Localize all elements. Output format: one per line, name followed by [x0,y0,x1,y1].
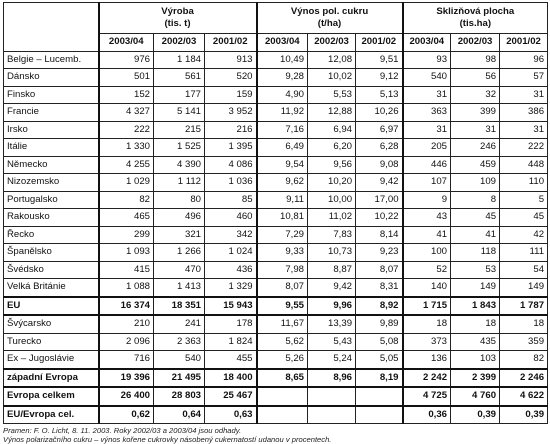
data-cell: 10,20 [308,174,356,192]
data-cell: 4 327 [99,104,154,122]
data-cell: 9,11 [257,191,308,209]
data-cell [356,406,403,424]
data-cell: 446 [403,156,451,174]
data-cell: 12,08 [308,51,356,69]
data-cell: 110 [500,174,548,192]
data-cell: 540 [403,69,451,87]
table-row [4,156,548,174]
data-cell: 45 [451,209,500,227]
data-cell: 1 024 [205,244,257,262]
data-cell: 17,00 [356,191,403,209]
data-cell: 222 [500,139,548,157]
data-cell: 460 [205,209,257,227]
data-cell: 96 [500,51,548,69]
data-cell: 359 [500,333,548,351]
table-row [4,315,548,333]
data-cell: 465 [99,209,154,227]
table-row [4,406,548,424]
data-cell: 82 [500,351,548,369]
data-cell: 1 715 [403,297,451,316]
header-group-row [4,3,548,34]
data-cell: 5,53 [308,86,356,104]
table-row [4,261,548,279]
table-row [4,333,548,351]
data-cell: 4 086 [205,156,257,174]
data-cell: 241 [154,315,205,333]
data-cell: 26 400 [99,387,154,406]
data-cell: 80 [154,191,205,209]
data-cell [308,387,356,406]
row-label: západní Evropa [4,369,99,388]
data-cell: 1 843 [451,297,500,316]
data-cell: 2 242 [403,369,451,388]
data-cell: 5,13 [356,86,403,104]
data-cell: 373 [403,333,451,351]
data-cell: 4 760 [451,387,500,406]
data-cell: 149 [451,279,500,297]
data-cell: 1 184 [154,51,205,69]
data-cell: 210 [99,315,154,333]
data-cell: 448 [500,156,548,174]
data-cell: 18 [403,315,451,333]
data-cell: 10,73 [308,244,356,262]
data-cell: 56 [451,69,500,87]
table-row [4,191,548,209]
data-cell: 136 [403,351,451,369]
data-cell: 1 266 [154,244,205,262]
data-cell: 0,63 [205,406,257,424]
data-cell: 9,28 [257,69,308,87]
data-cell: 31 [403,121,451,139]
table-row [4,226,548,244]
data-cell: 415 [99,261,154,279]
data-cell: 6,49 [257,139,308,157]
data-cell: 100 [403,244,451,262]
data-cell: 1 525 [154,139,205,157]
data-cell: 1 824 [205,333,257,351]
data-cell: 0,64 [154,406,205,424]
data-cell: 215 [154,121,205,139]
table-row [4,387,548,406]
data-cell: 11,92 [257,104,308,122]
year-header: 2002/03 [154,34,205,52]
data-cell: 9,55 [257,297,308,316]
year-header: 2001/02 [205,34,257,52]
data-cell: 10,49 [257,51,308,69]
row-label: EU/Evropa cel. [4,406,99,424]
data-cell: 10,81 [257,209,308,227]
data-cell: 140 [403,279,451,297]
data-cell: 54 [500,261,548,279]
data-cell: 6,94 [308,121,356,139]
row-label: Itálie [4,139,99,157]
data-cell: 436 [205,261,257,279]
data-cell: 9,42 [356,174,403,192]
data-cell: 386 [500,104,548,122]
data-cell [356,387,403,406]
data-cell: 10,26 [356,104,403,122]
data-cell: 9,51 [356,51,403,69]
data-cell: 5,05 [356,351,403,369]
row-label: Dánsko [4,69,99,87]
data-cell: 8,87 [308,261,356,279]
table-row [4,279,548,297]
data-cell: 5,24 [308,351,356,369]
data-cell: 8,31 [356,279,403,297]
data-cell: 299 [99,226,154,244]
data-cell: 18 [500,315,548,333]
data-cell: 152 [99,86,154,104]
row-label: Španělsko [4,244,99,262]
data-cell: 52 [403,261,451,279]
data-table-container [3,2,547,444]
sugar-statistics-table [3,2,548,424]
header-group-area [403,3,548,34]
data-cell: 216 [205,121,257,139]
row-label: Evropa celkem [4,387,99,406]
data-cell: 1 787 [500,297,548,316]
data-cell: 496 [154,209,205,227]
data-cell: 1 029 [99,174,154,192]
table-row [4,369,548,388]
data-cell: 178 [205,315,257,333]
data-cell: 1 088 [99,279,154,297]
data-cell: 45 [500,209,548,227]
data-cell: 4 390 [154,156,205,174]
data-cell: 8,65 [257,369,308,388]
data-cell: 4 725 [403,387,451,406]
data-cell: 8,92 [356,297,403,316]
row-label: Turecko [4,333,99,351]
group-name: Výnos pol. cukru [290,6,369,17]
data-cell: 5,26 [257,351,308,369]
data-cell: 9 [403,191,451,209]
year-header: 2003/04 [99,34,154,52]
row-label: Portugalsko [4,191,99,209]
data-cell: 18 [451,315,500,333]
data-cell: 7,16 [257,121,308,139]
header-group-production [99,3,257,34]
data-cell: 501 [99,69,154,87]
data-cell: 10,22 [356,209,403,227]
group-unit: (t/ha) [317,18,342,29]
data-cell [308,406,356,424]
data-cell: 4,90 [257,86,308,104]
table-body [4,51,548,424]
header-group-yield [257,3,403,34]
data-cell: 25 467 [205,387,257,406]
year-header: 2002/03 [308,34,356,52]
year-header: 2003/04 [257,34,308,52]
data-cell: 205 [403,139,451,157]
data-cell: 399 [451,104,500,122]
row-label: Švýcarsko [4,315,99,333]
table-row [4,69,548,87]
data-cell: 2 363 [154,333,205,351]
header-corner [4,3,99,52]
data-cell: 459 [451,156,500,174]
data-cell: 222 [99,121,154,139]
data-cell: 540 [154,351,205,369]
data-cell: 98 [451,51,500,69]
row-label: Irsko [4,121,99,139]
data-cell: 19 396 [99,369,154,388]
data-cell: 53 [451,261,500,279]
data-cell: 11,02 [308,209,356,227]
data-cell: 8,07 [257,279,308,297]
source-note: Pramen: F. O. Licht, 8. 11. 2003. Roky 2002/03 a 2003/04 jsou odhady. [3,426,242,435]
data-cell: 21 495 [154,369,205,388]
data-cell: 6,20 [308,139,356,157]
data-cell: 31 [500,121,548,139]
data-cell: 9,12 [356,69,403,87]
data-cell: 342 [205,226,257,244]
data-cell: 31 [500,86,548,104]
group-unit: (tis.ha) [459,18,492,29]
row-label: Ex – Jugoslávie [4,351,99,369]
data-cell: 2 096 [99,333,154,351]
data-cell: 9,23 [356,244,403,262]
data-cell: 5 [500,191,548,209]
data-cell: 1 395 [205,139,257,157]
data-cell: 41 [451,226,500,244]
data-cell: 5 141 [154,104,205,122]
table-row [4,121,548,139]
data-cell: 2 399 [451,369,500,388]
data-cell: 7,98 [257,261,308,279]
data-cell: 363 [403,104,451,122]
data-cell: 10,02 [308,69,356,87]
data-cell: 0,36 [403,406,451,424]
year-header: 2003/04 [403,34,451,52]
row-label: Velká Británie [4,279,99,297]
data-cell: 109 [451,174,500,192]
data-cell: 8,14 [356,226,403,244]
data-cell: 82 [99,191,154,209]
row-label: Belgie – Lucemb. [4,51,99,69]
data-cell: 8,96 [308,369,356,388]
data-cell: 1 413 [154,279,205,297]
data-cell: 9,33 [257,244,308,262]
table-row [4,51,548,69]
group-name: Výroba [161,6,194,17]
data-cell: 8 [451,191,500,209]
data-cell: 118 [451,244,500,262]
data-cell: 10,00 [308,191,356,209]
row-label: Francie [4,104,99,122]
data-cell: 9,08 [356,156,403,174]
data-cell: 1 330 [99,139,154,157]
data-cell: 520 [205,69,257,87]
data-cell: 0,39 [500,406,548,424]
data-cell: 913 [205,51,257,69]
data-cell: 57 [500,69,548,87]
data-cell: 976 [99,51,154,69]
data-cell: 6,97 [356,121,403,139]
data-cell: 1 036 [205,174,257,192]
data-cell: 177 [154,86,205,104]
data-cell: 32 [451,86,500,104]
data-cell: 561 [154,69,205,87]
row-label: Nizozemsko [4,174,99,192]
data-cell: 8,07 [356,261,403,279]
table-row [4,139,548,157]
data-cell: 11,67 [257,315,308,333]
data-cell: 6,28 [356,139,403,157]
year-header: 2001/02 [356,34,403,52]
data-cell: 13,39 [308,315,356,333]
data-cell: 1 112 [154,174,205,192]
table-row [4,351,548,369]
data-cell: 9,56 [308,156,356,174]
data-cell: 5,43 [308,333,356,351]
data-cell: 111 [500,244,548,262]
data-cell: 2 246 [500,369,548,388]
group-unit: (tis. t) [164,18,191,29]
table-footer [3,426,547,444]
year-header: 2001/02 [500,34,548,52]
data-cell: 1 329 [205,279,257,297]
data-cell: 85 [205,191,257,209]
data-cell: 18 400 [205,369,257,388]
data-cell: 159 [205,86,257,104]
data-cell: 4 622 [500,387,548,406]
data-cell: 246 [451,139,500,157]
data-cell: 103 [451,351,500,369]
data-cell: 3 952 [205,104,257,122]
data-cell: 0,62 [99,406,154,424]
data-cell: 41 [403,226,451,244]
year-header: 2002/03 [451,34,500,52]
data-cell: 7,83 [308,226,356,244]
data-cell: 9,89 [356,315,403,333]
data-cell: 435 [451,333,500,351]
data-cell: 5,62 [257,333,308,351]
data-cell [257,387,308,406]
data-cell: 4 255 [99,156,154,174]
table-row [4,174,548,192]
data-cell: 15 943 [205,297,257,316]
row-label: Švédsko [4,261,99,279]
data-cell: 107 [403,174,451,192]
data-cell: 42 [500,226,548,244]
row-label: Řecko [4,226,99,244]
data-cell: 9,54 [257,156,308,174]
data-cell: 9,62 [257,174,308,192]
data-cell: 93 [403,51,451,69]
data-cell: 8,19 [356,369,403,388]
yield-definition-note: Výnos polarizačního cukru – výnos kořene cukrovky násobený cukernatostí udanou v procentech. [3,435,332,444]
row-label: Německo [4,156,99,174]
row-label: Finsko [4,86,99,104]
data-cell [257,406,308,424]
data-cell: 12,88 [308,104,356,122]
data-cell: 18 351 [154,297,205,316]
data-cell: 0,39 [451,406,500,424]
data-cell: 5,08 [356,333,403,351]
data-cell: 716 [99,351,154,369]
table-row [4,244,548,262]
table-row [4,209,548,227]
row-label: EU [4,297,99,316]
data-cell: 9,96 [308,297,356,316]
data-cell: 28 803 [154,387,205,406]
data-cell: 455 [205,351,257,369]
data-cell: 1 093 [99,244,154,262]
data-cell: 16 374 [99,297,154,316]
data-cell: 43 [403,209,451,227]
data-cell: 149 [500,279,548,297]
row-label: Rakousko [4,209,99,227]
table-row [4,86,548,104]
data-cell: 470 [154,261,205,279]
data-cell: 31 [403,86,451,104]
group-name: Sklizňová plocha [436,6,515,17]
table-row [4,104,548,122]
data-cell: 7,29 [257,226,308,244]
data-cell: 321 [154,226,205,244]
data-cell: 31 [451,121,500,139]
data-cell: 9,42 [308,279,356,297]
table-row [4,297,548,316]
